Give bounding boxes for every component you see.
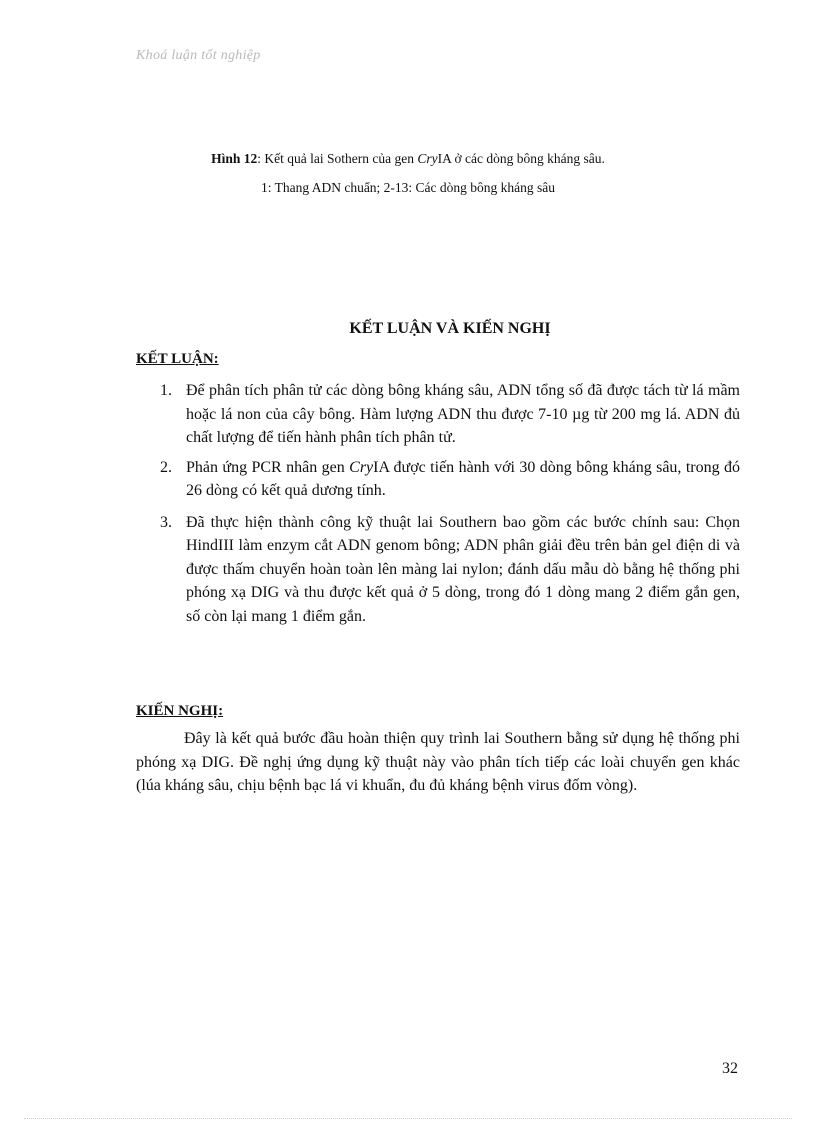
conclusion-item-1 [160,379,740,450]
section-title: KẾT LUẬN VÀ KIẾN NGHỊ [349,320,551,337]
page-number: 32 [722,1060,738,1077]
conclusion-list [160,379,740,628]
caption-gene-suffix: IA [437,151,452,166]
figure-caption [0,151,816,167]
item-number: 1. [160,382,172,399]
conclusion-item-2 [160,456,740,503]
caption-gene-name: Cry [417,151,438,166]
conclusion-item-3 [160,511,740,629]
item-text-before: Phản ứng PCR nhân gen [186,458,350,476]
item-text-after: IA được tiến hành với 30 dòng bông kháng sâu, trong đó 26 dòng có kết quả dương tính. [186,458,741,499]
item-number: 3. [160,513,172,531]
caption-text-before: : Kết quả lai Sothern của gen [257,151,418,166]
running-header: Khoá luận tốt nghiệp [136,48,261,63]
footer-divider [24,1118,792,1119]
figure-label: Hình 12 [211,151,258,166]
recommendation-heading: KIẾN NGHỊ: [136,703,224,719]
item-text: Đã thực hiện thành công kỹ thuật lai Southern bao gồm các bước chính sau: Chọn HindIII làm enzym cắt ADN genom bông; ADN phân giải đều trên bản gel điện di và được thấm chuyển hoàn toàn lên màng lai nylon; đánh dấu mẫu dò bằng hệ thống phi phóng xạ DIG và thu được kết quả ở 5 dòng, trong đó 1 dòng mang 2 điểm gắn gen, số còn lại mang 1 điểm gắn. [186,513,740,625]
item-gene-name: Cry [349,458,374,476]
recommendation-paragraph: Đây là kết quả bước đầu hoàn thiện quy trình lai Southern bằng sử dụng hệ thống phi phóng xạ DIG. Đề nghị ứng dụng kỹ thuật này vào phân tích tiếp các loài chuyển gen khác (lúa kháng sâu, chịu bệnh bạc lá vi khuẩn, đu đủ kháng bệnh virus đốm vòng). [136,730,740,794]
caption-text-after: ở các dòng bông kháng sâu. [451,151,605,166]
item-number: 2. [160,458,172,476]
figure-caption-legend: 1: Thang ADN chuẩn; 2-13: Các dòng bông kháng sâu [260,180,556,195]
item-text: Để phân tích phân tử các dòng bông kháng sâu, ADN tổng số đã được tách từ lá mầm hoặc lá non của cây bông. Hàm lượng ADN thu được 7-10 µg từ 200 mg lá. ADN đủ chất lượng để tiến hành phân tích phân tử. [186,382,740,446]
conclusion-heading: KẾT LUẬN: [136,351,219,367]
